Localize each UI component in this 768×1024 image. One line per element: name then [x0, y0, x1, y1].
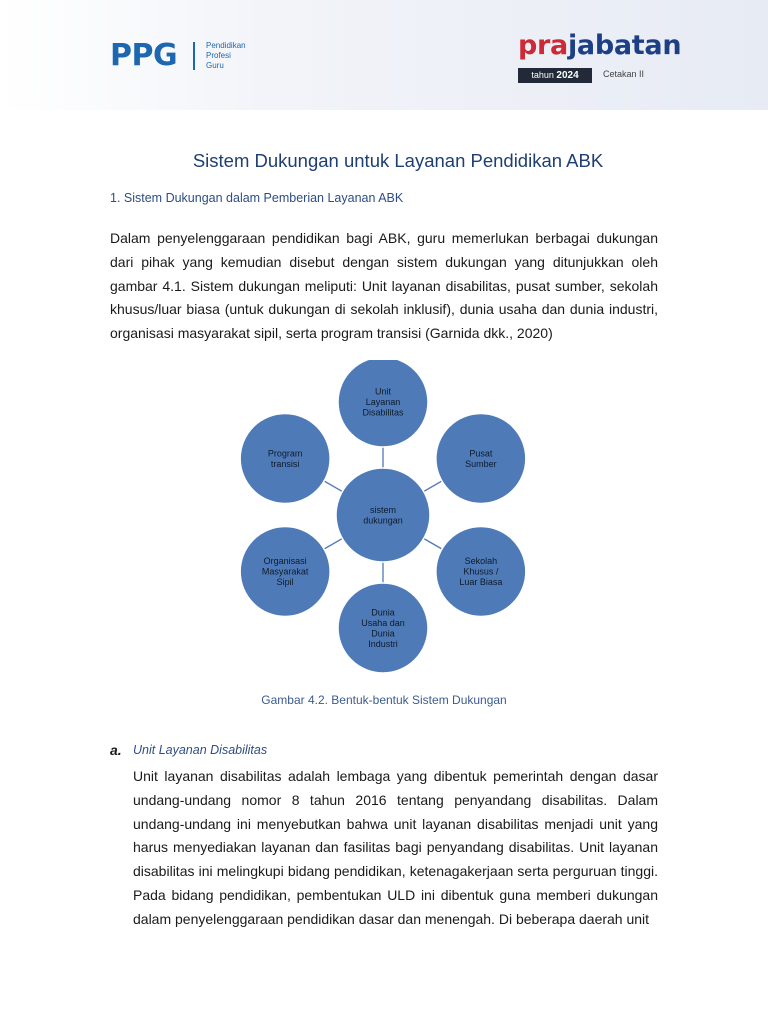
diagram-node-0-label: Disabilitas — [362, 407, 404, 418]
diagram-node-4-label: Sipil — [276, 577, 294, 587]
diagram-node-3-label: Usaha dan — [361, 617, 405, 628]
ppg-subtitle-line: Profesi — [206, 51, 231, 60]
subsection-letter: a. — [110, 742, 122, 758]
ppg-subtitle-line: Pendidikan — [206, 41, 246, 50]
diagram-node-2-label: Luar Biasa — [459, 577, 503, 587]
diagram-node-4-label: Organisasi — [263, 556, 307, 566]
prajabatan-logo-blue: jabatan — [567, 30, 682, 61]
year-value: 2024 — [556, 70, 579, 81]
diagram-node-3-label: Industri — [368, 638, 398, 649]
diagram-node-5-label: Program — [267, 448, 303, 459]
body-paragraph: Dalam penyelenggaraan pendidikan bagi ABK, guru memerlukan berbagai dukungan dari pihak yang kemudian disebut dengan sistem dukungan yang ditunjukkan oleh gambar 4.1. Sistem dukungan meliputi: Unit layanan disabilitas, pusat sumber, sekolah khusus/luar biasa (untuk dukungan di sekolah inklusif), dunia usaha dan dunia industri, organisasi masyarakat sipil, serta program transisi (Garnida dkk., 2020) — [110, 230, 658, 342]
ppg-subtitle-line: Guru — [206, 61, 224, 70]
figure-caption: Gambar 4.2. Bentuk-bentuk Sistem Dukungan — [261, 693, 507, 707]
prajabatan-logo — [518, 30, 681, 61]
diagram-node-0-label: Unit — [374, 386, 392, 397]
year-prefix: tahun — [531, 70, 554, 80]
subsection-paragraph: Unit layanan disabilitas adalah lembaga yang dibentuk pemerintah dengan dasar undang-undang nomor 8 tahun 2016 tentang penyandang disabilitas. Dalam undang-undang ini menyebutkan bahwa unit layanan disabilitas menjadi unit yang harus menyediakan layanan dan fasilitas bagi penyandang disabilitas. Unit layanan disabilitas ini melingkupi bidang pendidikan, ketenagakerjaan serta perguruan tinggi. Pada bidang pendidikan, pembentukan ULD ini dibentuk guna memberi dukungan dalam penyelenggaraan pendidikan dasar dan menengah. Di beberapa daerah unit — [133, 768, 658, 927]
diagram-node-0-label: Layanan — [365, 397, 401, 407]
diagram-node-3-label: Dunia — [371, 607, 395, 618]
edition-label: Cetakan II — [603, 69, 645, 79]
prajabatan-logo-red: pra — [518, 30, 568, 61]
support-system-diagram — [230, 360, 550, 680]
diagram-center-node-label: dukungan — [363, 515, 403, 526]
subsection-title: Unit Layanan Disabilitas — [133, 743, 268, 757]
diagram-center-node-label: sistem — [369, 504, 397, 515]
diagram-node-5-label: transisi — [270, 458, 300, 469]
document-title: Sistem Dukungan untuk Layanan Pendidikan ABK — [192, 150, 604, 171]
logo-divider — [193, 42, 195, 70]
ppg-subtitle — [206, 41, 266, 71]
page-header — [0, 0, 768, 110]
year-badge — [518, 68, 592, 83]
diagram-node-1-label: Pusat — [469, 448, 493, 459]
diagram-node-2-label: Sekolah — [464, 556, 498, 566]
diagram-node-3-label: Dunia — [371, 628, 395, 639]
diagram-node-4-label: Masyarakat — [261, 566, 309, 577]
diagram-node-2-label: Khusus / — [463, 566, 499, 577]
ppg-logo: PPG — [110, 38, 178, 73]
section-heading: 1. Sistem Dukungan dalam Pemberian Layanan ABK — [110, 191, 404, 205]
diagram-node-1-label: Sumber — [465, 458, 497, 469]
